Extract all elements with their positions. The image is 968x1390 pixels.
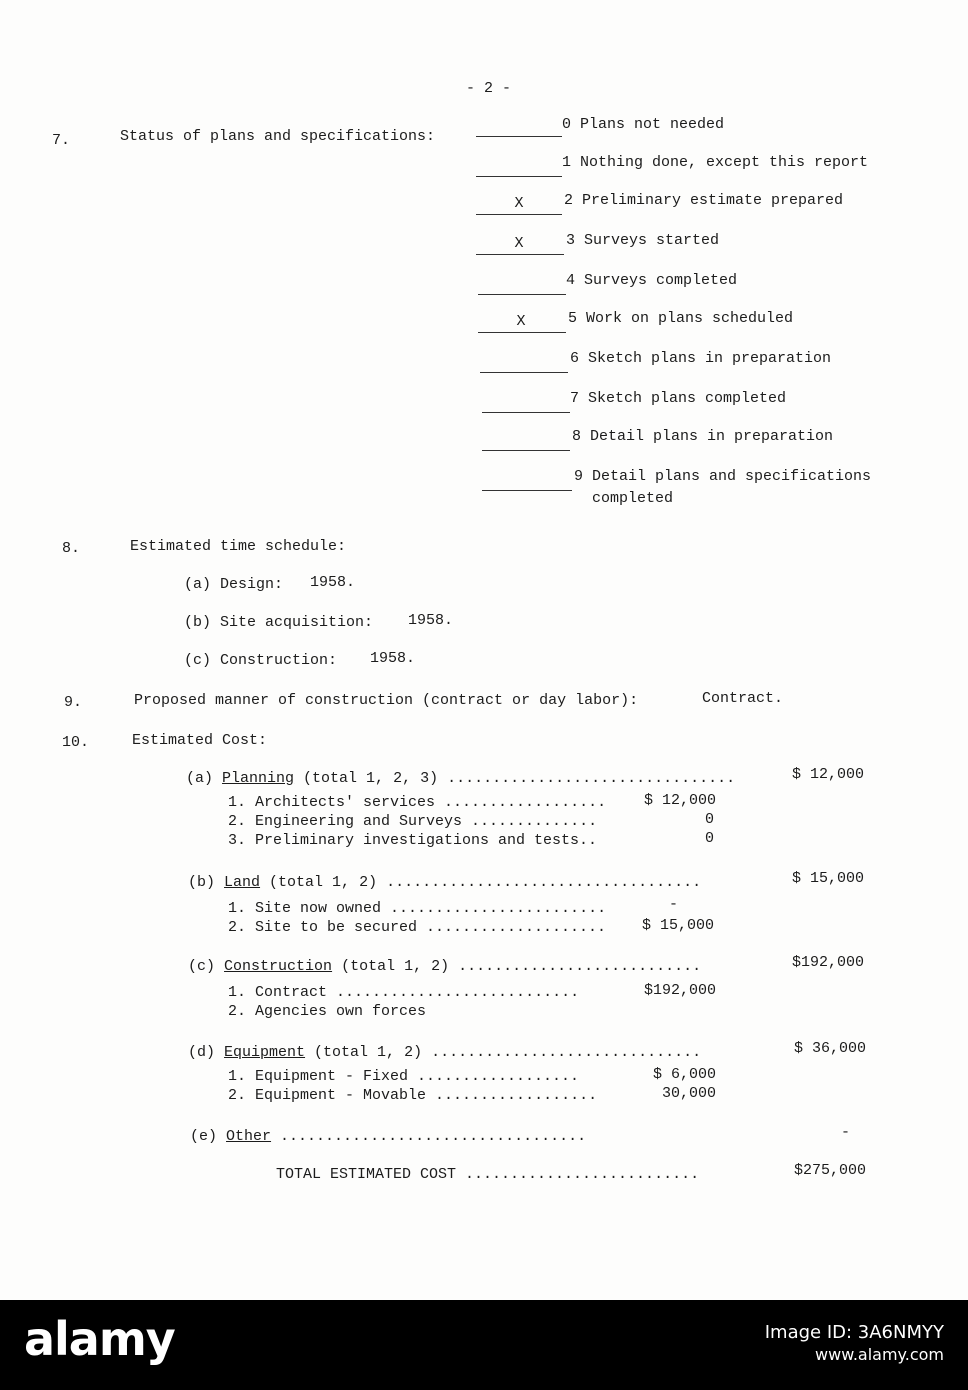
cost-group-total: $ 36,000 (793, 1040, 866, 1057)
status-option-5: 5 Work on plans scheduled (568, 310, 794, 327)
cost-item-amount: $ 12,000 (643, 792, 716, 809)
footer-info (765, 1322, 944, 1366)
schedule-design-label: (a) Design: (184, 576, 284, 593)
status-blank-0 (476, 118, 562, 137)
section-9-number: 9. (64, 694, 83, 711)
cost-group-row: (d) Equipment (total 1, 2) .............................. (188, 1044, 702, 1061)
status-option-1: 1 Nothing done, except this report (562, 154, 869, 171)
footer-url: www.alamy.com (815, 1345, 944, 1364)
schedule-site-value: 1958. (408, 612, 454, 629)
cost-item-leader: .................. (408, 1068, 580, 1085)
cost-group-letter: (e) (190, 1128, 218, 1145)
status-option-4: 4 Surveys completed (566, 272, 738, 289)
cost-item-label: 1. Equipment - Fixed (228, 1068, 409, 1085)
grand-total-label: TOTAL ESTIMATED COST (276, 1166, 457, 1183)
cost-item-row (228, 794, 606, 812)
cost-group-letter: (b) (188, 874, 216, 891)
cost-item-label: 1. Architects' services (228, 794, 436, 811)
schedule-construction-label: (c) Construction: (184, 652, 338, 669)
cost-item-amount: $192,000 (643, 982, 716, 999)
status-option-3: 3 Surveys started (566, 232, 720, 249)
cost-item-row (228, 919, 606, 937)
cost-item-row (228, 1068, 579, 1086)
schedule-construction-value: 1958. (370, 650, 416, 667)
status-blank-9 (482, 472, 572, 491)
status-option-9-continued: completed (592, 490, 674, 507)
cost-group-name: Equipment (224, 1044, 306, 1061)
status-option-9: 9 Detail plans and specifications (574, 468, 872, 485)
status-mark-2: X (514, 195, 524, 212)
section-8-number: 8. (62, 540, 81, 557)
cost-item-label: 2. Engineering and Surveys (228, 813, 463, 830)
section-8-label: Estimated time schedule: (130, 538, 347, 555)
section-7-label: Status of plans and specifications: (120, 128, 436, 145)
section-9-label: Proposed manner of construction (contract or day labor): (134, 692, 639, 709)
page-number: - 2 - (466, 80, 512, 97)
cost-group-total: $192,000 (791, 954, 864, 971)
section-10-number: 10. (62, 734, 90, 751)
cost-group-row: (c) Construction (total 1, 2) ........................... (188, 958, 702, 975)
cost-item-amount: - (668, 896, 678, 913)
footer-image-id: Image ID: 3A6NMYY (764, 1322, 944, 1343)
cost-group-suffix: (total 1, 2) (305, 1044, 423, 1061)
cost-item-label: 1. Contract (228, 984, 328, 1001)
section-7-number: 7. (52, 132, 71, 149)
cost-group-suffix: (total 1, 2) (260, 874, 378, 891)
cost-item-leader: .................... (417, 919, 607, 936)
status-blank-1 (476, 158, 562, 177)
status-option-2: 2 Preliminary estimate prepared (564, 192, 844, 209)
schedule-site-label: (b) Site acquisition: (184, 614, 374, 631)
cost-item-row (228, 832, 597, 850)
cost-item-label: 2. Agencies own forces (228, 1003, 427, 1020)
cost-group-suffix: (total 1, 2) (332, 958, 450, 975)
cost-group-letter: (d) (188, 1044, 216, 1061)
cost-group-letter: (c) (188, 958, 216, 975)
cost-item-row (228, 1087, 597, 1105)
section-10-label: Estimated Cost: (132, 732, 268, 749)
cost-item-amount: 0 (704, 830, 714, 847)
cost-item-leader: ........................ (381, 900, 607, 917)
cost-item-amount: $ 6,000 (652, 1066, 716, 1083)
cost-item-row (228, 813, 597, 831)
grand-total-row: TOTAL ESTIMATED COST .......................... (276, 1166, 700, 1183)
schedule-design-value: 1958. (310, 574, 356, 591)
status-blank-4 (478, 276, 566, 295)
cost-item-row (228, 984, 579, 1002)
cost-group-suffix: (total 1, 2, 3) (294, 770, 439, 787)
cost-group-row: (b) Land (total 1, 2) ................................... (188, 874, 702, 891)
cost-item-label: 2. Site to be secured (228, 919, 418, 936)
cost-item-amount: 30,000 (661, 1085, 716, 1102)
status-mark-5: X (516, 313, 526, 330)
cost-item-leader: ........................... (327, 984, 580, 1001)
cost-item-amount: 0 (704, 811, 714, 828)
cost-group-row: (a) Planning (total 1, 2, 3) ................................ (186, 770, 736, 787)
cost-item-leader: .................. (426, 1087, 598, 1104)
status-mark-3: X (514, 235, 524, 252)
cost-group-name: Other (226, 1128, 272, 1145)
footer-logo: alamy (24, 1312, 175, 1366)
cost-item-label: 1. Site now owned (228, 900, 382, 917)
cost-item-amount: $ 15,000 (641, 917, 714, 934)
cost-item-row (228, 900, 606, 918)
watermark-footer (0, 1300, 968, 1390)
grand-total-amount: $275,000 (793, 1162, 866, 1179)
cost-item-label: 3. Preliminary investigations and tests.. (228, 832, 598, 849)
cost-group-name: Planning (222, 770, 295, 787)
cost-item-row (228, 1003, 426, 1021)
cost-group-letter: (a) (186, 770, 214, 787)
status-option-7: 7 Sketch plans completed (570, 390, 787, 407)
status-blank-8 (482, 432, 570, 451)
status-blank-7 (482, 394, 570, 413)
cost-item-label: 2. Equipment - Movable (228, 1087, 427, 1104)
status-option-8: 8 Detail plans in preparation (572, 428, 834, 445)
status-option-0: 0 Plans not needed (562, 116, 725, 133)
cost-group-total: - (840, 1124, 850, 1141)
status-blank-6 (480, 354, 568, 373)
cost-group-name: Construction (224, 958, 333, 975)
section-9-value: Contract. (702, 690, 784, 707)
cost-item-leader: .................. (435, 794, 607, 811)
cost-group-total: $ 15,000 (791, 870, 864, 887)
status-option-6: 6 Sketch plans in preparation (570, 350, 832, 367)
cost-group-name: Land (224, 874, 261, 891)
cost-group-row: (e) Other .................................. (190, 1128, 587, 1145)
cost-group-total: $ 12,000 (791, 766, 864, 783)
cost-item-leader: .............. (462, 813, 598, 830)
